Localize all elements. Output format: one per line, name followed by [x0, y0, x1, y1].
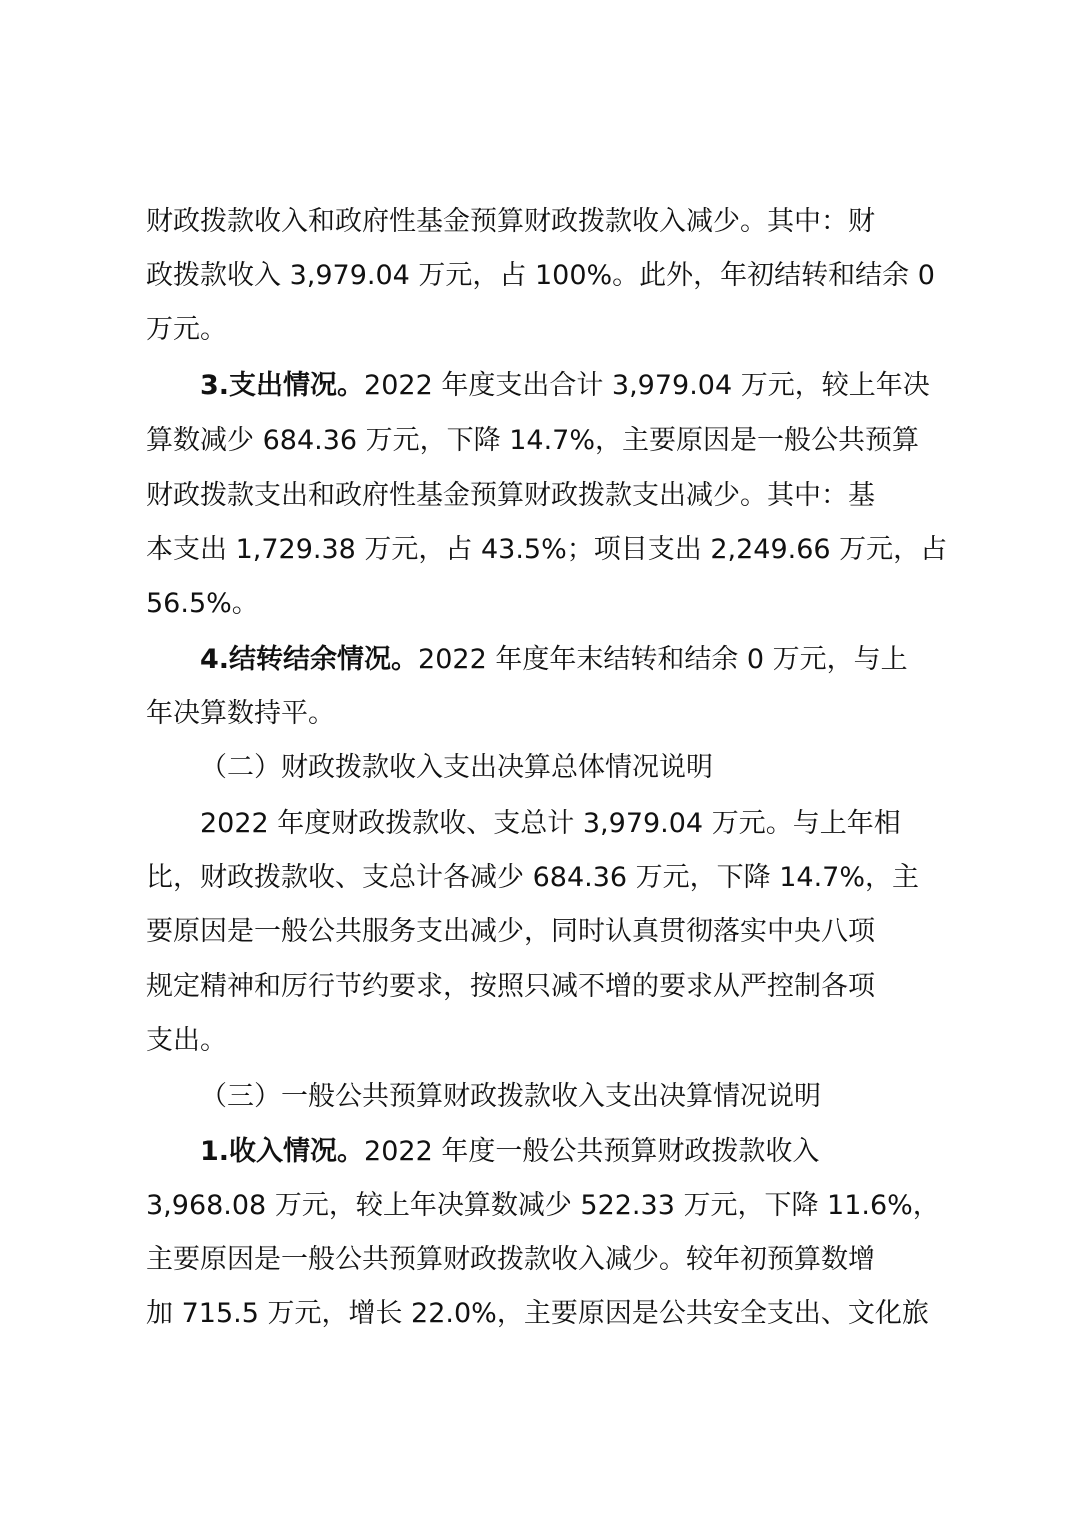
paragraph-carryover: [200, 640, 908, 680]
text-line-14: 要原因是一般公共服务支出减少，同时认真贯彻落实中央八项: [146, 916, 875, 947]
text-line-6: 财政拨款支出和政府性基金预算财政拨款支出减少。其中：基: [146, 480, 875, 511]
text-line-8: 56.5%。: [146, 588, 259, 619]
text-line-20: 主要原因是一般公共预算财政拨款收入减少。较年初预算数增: [146, 1244, 875, 1275]
text-line-19: 3,968.08 万元，较上年决算数减少 522.33 万元，下降 11.6%，: [146, 1190, 940, 1221]
text-line-5: 算数减少 684.36 万元，下降 14.7%，主要原因是一般公共预算: [146, 425, 919, 456]
income-heading: 1.收入情况。: [200, 1136, 365, 1167]
text-line-3: 万元。: [146, 314, 227, 345]
expenditure-heading: 3.支出情况。: [200, 370, 365, 401]
text-line-15: 规定精神和厉行节约要求，按照只减不增的要求从严控制各项: [146, 971, 875, 1002]
text-line-21: 加 715.5 万元，增长 22.0%，主要原因是公共安全支出、文化旅: [146, 1298, 929, 1329]
carryover-heading: 4.结转结余情况。: [200, 644, 419, 675]
text-line-13: 比，财政拨款收、支总计各减少 684.36 万元，下降 14.7%，主: [146, 862, 919, 893]
paragraph-expenditure: [200, 366, 930, 406]
income-text: 2022 年度一般公共预算财政拨款收入: [364, 1136, 820, 1167]
text-line-10: 年决算数持平。: [146, 698, 335, 729]
text-line-7: 本支出 1,729.38 万元，占 43.5%；项目支出 2,249.66 万元，占: [146, 534, 948, 565]
text-line-16: 支出。: [146, 1025, 227, 1056]
section-heading-2: （二）财政拨款收入支出决算总体情况说明: [200, 752, 713, 783]
carryover-text: 2022 年度年末结转和结余 0 万元，与上: [418, 644, 908, 675]
paragraph-income: [200, 1132, 819, 1172]
section-heading-3: （三）一般公共预算财政拨款收入支出决算情况说明: [200, 1081, 821, 1112]
text-line-12: 2022 年度财政拨款收、支总计 3,979.04 万元。与上年相: [200, 808, 901, 839]
text-line-2: 政拨款收入 3,979.04 万元，占 100%。此外，年初结转和结余 0: [146, 260, 935, 291]
expenditure-text: 2022 年度支出合计 3,979.04 万元，较上年决: [364, 370, 930, 401]
text-line-1: 财政拨款收入和政府性基金预算财政拨款收入减少。其中：财: [146, 206, 875, 237]
